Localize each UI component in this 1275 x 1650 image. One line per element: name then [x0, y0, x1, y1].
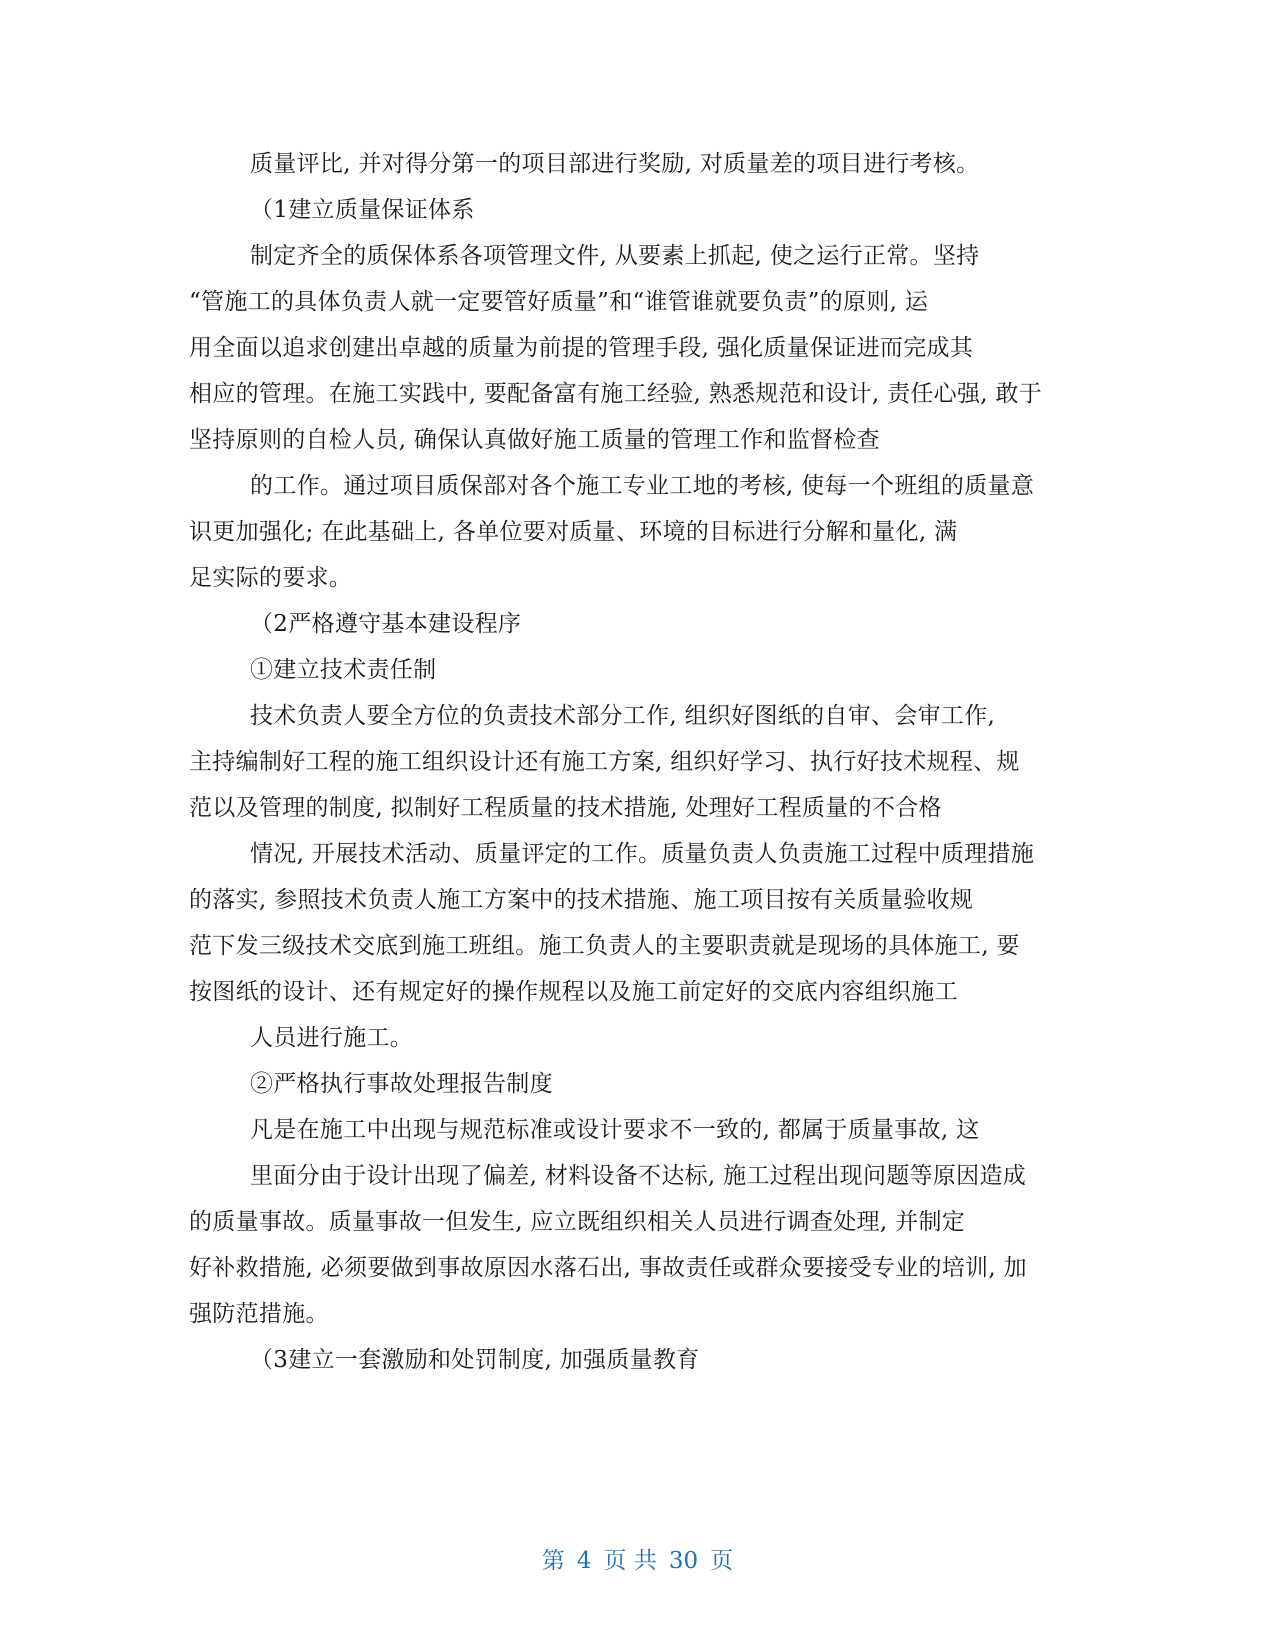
section-heading: （2严格遵守基本建设程序: [250, 611, 522, 637]
footer-middle: 页 共: [603, 1548, 657, 1574]
text-line: 强防范措施。: [189, 1301, 329, 1327]
section-heading: （1建立质量保证体系: [250, 197, 475, 223]
text-line: 凡是在施工中出现与规范标准或设计要求不一致的, 都属于质量事故, 这: [250, 1117, 980, 1143]
text-line: 用全面以追求创建出卓越的质量为前提的管理手段, 强化质量保证进而完成其: [189, 335, 974, 361]
page-footer: [0, 1547, 1275, 1575]
text-line: 按图纸的设计、还有规定好的操作规程以及施工前定好的交底内容组织施工: [189, 979, 958, 1005]
text-line: 的质量事故。质量事故一但发生, 应立既组织相关人员进行调查处理, 并制定: [189, 1209, 966, 1235]
text-line: 主持编制好工程的施工组织设计还有施工方案, 组织好学习、执行好技术规程、规: [189, 749, 1020, 775]
text-line: 好补救措施, 必须要做到事故原因水落石出, 事故责任或群众要接受专业的培训, 加: [189, 1255, 1027, 1281]
text-line: 技术负责人要全方位的负责技术部分工作, 组织好图纸的自审、会审工作,: [250, 703, 996, 729]
subsection-heading: ①建立技术责任制: [250, 657, 437, 683]
text-line: 里面分由于设计出现了偏差, 材料设备不达标, 施工过程出现问题等原因造成: [250, 1163, 1027, 1189]
subsection-heading: ②严格执行事故处理报告制度: [250, 1071, 553, 1097]
text-line: 相应的管理。在施工实践中, 要配备富有施工经验, 熟悉规范和设计, 责任心强, 敢于: [189, 381, 1043, 407]
footer-suffix: 页: [710, 1548, 734, 1574]
footer-prefix: 第: [541, 1548, 565, 1574]
text-line: 质量评比, 并对得分第一的项目部进行奖励, 对质量差的项目进行考核。: [250, 151, 980, 177]
footer-total-pages: 30: [668, 1548, 699, 1574]
text-line: 范以及管理的制度, 拟制好工程质量的技术措施, 处理好工程质量的不合格: [189, 795, 942, 821]
text-line: “管施工的具体负责人就一定要管好质量”和“谁管谁就要负责”的原则, 运: [189, 289, 929, 315]
footer-page-number: 4: [576, 1548, 592, 1574]
text-line: 范下发三级技术交底到施工班组。施工负责人的主要职责就是现场的具体施工, 要: [189, 933, 1020, 959]
text-line: 的工作。通过项目质保部对各个施工专业工地的考核, 使每一个班组的质量意: [250, 473, 1035, 499]
text-line: 人员进行施工。: [250, 1025, 414, 1051]
text-line: 足实际的要求。: [189, 565, 353, 591]
text-line: 识更加强化; 在此基础上, 各单位要对质量、环境的目标进行分解和量化, 满: [189, 519, 958, 545]
text-line: 制定齐全的质保体系各项管理文件, 从要素上抓起, 使之运行正常。坚持: [250, 243, 980, 269]
section-heading: （3建立一套激励和处罚制度, 加强质量教育: [250, 1347, 700, 1373]
text-line: 的落实, 参照技术负责人施工方案中的技术措施、施工项目按有关质量验收规: [189, 887, 974, 913]
text-line: 坚持原则的自检人员, 确保认真做好施工质量的管理工作和监督检查: [189, 427, 880, 453]
text-line: 情况, 开展技术活动、质量评定的工作。质量负责人负责施工过程中质理措施: [250, 841, 1035, 867]
